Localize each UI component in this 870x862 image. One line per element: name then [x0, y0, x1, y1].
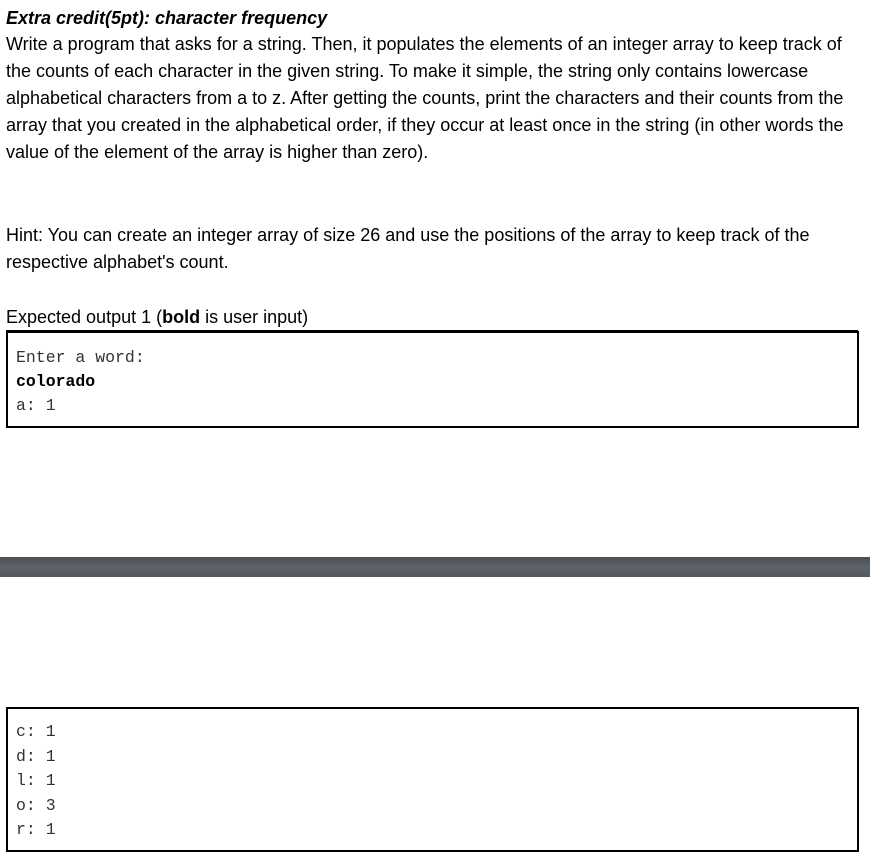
hint-paragraph: Hint: You can create an integer array of size 26 and use the positions of the array to keep track of the respective alphabet's count. [6, 225, 810, 272]
page-divider-bar [0, 557, 870, 577]
console-output-top [6, 331, 859, 428]
console-prompt: Enter a word: [16, 348, 145, 367]
console-output-line: r: 1 [16, 820, 56, 839]
console-user-input: colorado [16, 372, 96, 391]
console-output-line: d: 1 [16, 746, 56, 766]
console-output-line: a: 1 [16, 396, 56, 415]
console-output-line: o: 3 [16, 795, 56, 815]
caption-suffix: is user input) [200, 307, 309, 327]
exercise-title: Extra credit(5pt): character frequency [6, 8, 328, 28]
caption-prefix: Expected output 1 ( [6, 307, 163, 327]
instructions-paragraph: Write a program that asks for a string. Then, it populates the elements of an integer array to keep track of the counts of each character in the given string. To make it simple, the string only contains lowercase alphabetical characters from a to z. After getting the counts, print the characters and their counts from the array that you created in the alphabetical order, if they occur at least once in the string (in other words the value of the element of the array is higher than zero). [6, 34, 844, 162]
console-output-line: c: 1 [16, 722, 56, 741]
caption-bold-word: bold [162, 307, 201, 327]
console-output-line: l: 1 [16, 771, 56, 790]
expected-output-caption [6, 305, 308, 329]
console-output-bottom [6, 707, 859, 852]
